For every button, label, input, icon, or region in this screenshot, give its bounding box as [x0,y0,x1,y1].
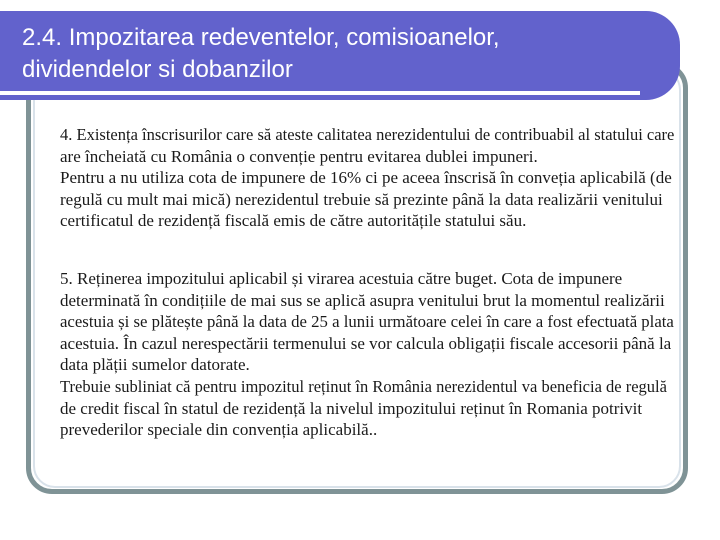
slide-title [22,22,662,86]
text-line: determinată în condițiile de mai sus se aplică asupra venitului brut la momentul realizării [60,290,665,310]
text-line: are încheiată cu România o convenție pentru evitarea dublei impuneri. [60,146,538,166]
item-5-paragraph [60,268,674,441]
text-line: 5. Reținerea impozitului aplicabil și virarea acestuia către buget. Cota de impunere [60,269,623,288]
title-underline [0,91,640,95]
slide-title-line: 2.4. Impozitarea redeventelor, comisioanelor, [22,24,500,51]
text-line: acestuia și se plătește până la data de 25 a lunii următoare celei în care a fost efectuată plata [60,312,674,332]
text-line: prevederilor speciale din convenția aplicabilă.. [60,420,378,440]
slide-title-line: dividendelor si dobanzilor [22,56,293,83]
text-line: Pentru a nu utiliza cota de impunere de 16% ci pe aceea înscrisă în conveția aplicabilă (de [60,168,672,188]
text-line: Trebuie subliniat că pentru impozitul reținut în România nerezidentul va beneficia de regulă [60,376,667,396]
text-line: 4. Existența înscrisurilor care să ateste calitatea nerezidentului de contribuabil al statului care [60,125,675,144]
scanned-document [44,108,676,470]
text-line: acestuia. În cazul nerespectării termenului se vor calcula obligații fiscale accesorii până la [60,333,672,353]
text-line: data plății sumelor datorate. [60,355,250,375]
text-line: regulă cu mult mai mică) nerezidentul trebuie să prezinte până la data realizării venitului [60,189,663,209]
item-4-paragraph [60,124,674,232]
text-line: certificatul de rezidență fiscală emis de către autoritățile statului său. [60,211,527,231]
text-line: de credit fiscal în statul de rezidență la nivelul impozitului reținut în Romania potrivit [60,398,643,418]
